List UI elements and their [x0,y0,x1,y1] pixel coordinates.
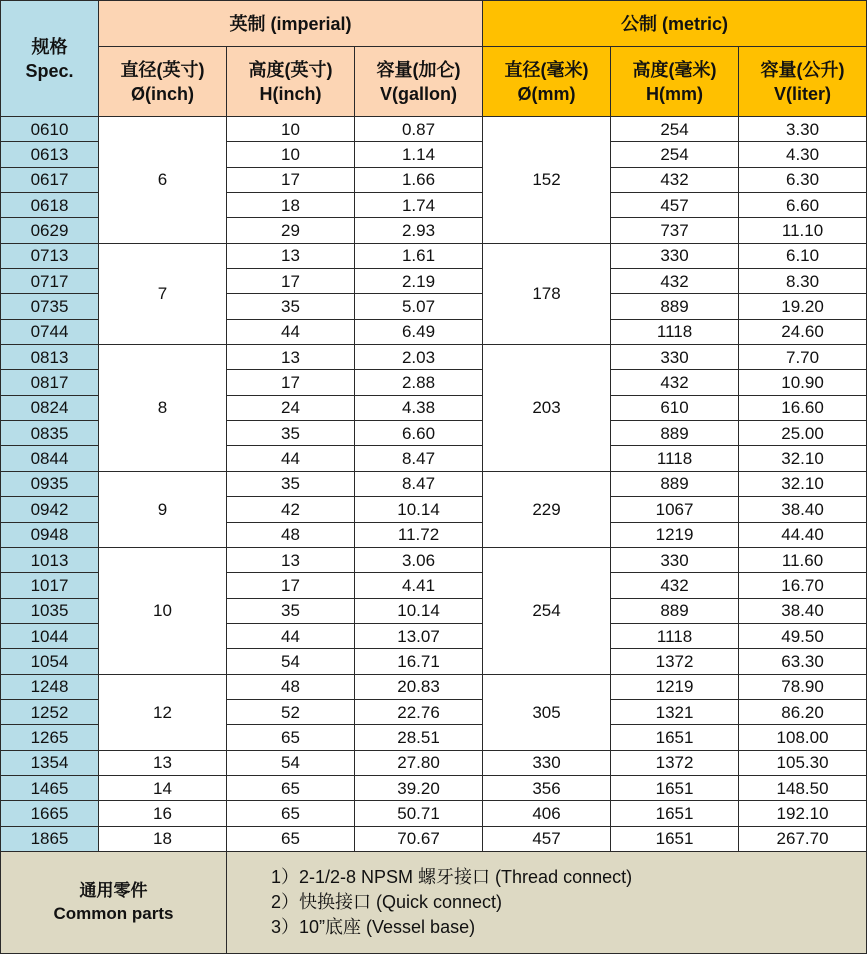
diameter-mm-cell: 152 [483,117,611,244]
table-row [1,471,867,496]
spec-cell: 0817 [1,370,99,395]
spec-cell: 1248 [1,674,99,699]
diameter-inch-cell: 7 [99,243,227,344]
volume-gallon-cell: 5.07 [355,294,483,319]
height-mm-cell: 432 [611,269,739,294]
imperial-height-header-zh: 高度(英寸) [248,59,333,80]
volume-liter-cell: 267.70 [739,826,867,851]
metric-header: 公制 (metric) [483,1,867,47]
volume-liter-cell: 24.60 [739,319,867,344]
height-mm-cell: 1118 [611,623,739,648]
height-inch-cell: 44 [227,623,355,648]
imperial-height-header [227,47,355,117]
volume-liter-cell: 32.10 [739,471,867,496]
table-row [1,547,867,572]
height-mm-cell: 1372 [611,750,739,775]
imperial-volume-header-en: V(gallon) [380,83,458,104]
height-mm-cell: 889 [611,471,739,496]
diameter-inch-cell: 8 [99,345,227,472]
height-mm-cell: 1651 [611,826,739,851]
diameter-inch-cell: 6 [99,117,227,244]
height-inch-cell: 48 [227,674,355,699]
volume-liter-cell: 11.10 [739,218,867,243]
volume-liter-cell: 86.20 [739,699,867,724]
height-mm-cell: 330 [611,547,739,572]
spec-cell: 0735 [1,294,99,319]
volume-gallon-cell: 2.93 [355,218,483,243]
table-row [1,801,867,826]
spec-cell: 0618 [1,193,99,218]
height-mm-cell: 1067 [611,497,739,522]
diameter-mm-cell: 229 [483,471,611,547]
volume-liter-cell: 3.30 [739,117,867,142]
table-row [1,750,867,775]
common-part-item: 3）10”底座 (Vessel base) [271,916,476,937]
spec-cell: 0629 [1,218,99,243]
volume-gallon-cell: 8.47 [355,471,483,496]
metric-height-header-en: H(mm) [646,83,704,104]
height-mm-cell: 889 [611,598,739,623]
height-inch-cell: 44 [227,319,355,344]
height-mm-cell: 1372 [611,649,739,674]
metric-diameter-header-en: Ø(mm) [517,83,576,104]
common-part-item: 1）2-1/2-8 NPSM 螺牙接口 (Thread connect) [271,866,633,887]
height-mm-cell: 432 [611,573,739,598]
imperial-header: 英制 (imperial) [99,1,483,47]
imperial-diameter-header-zh: 直径(英寸) [120,59,205,80]
table-row [1,674,867,699]
diameter-mm-cell: 203 [483,345,611,472]
height-inch-cell: 24 [227,395,355,420]
spec-cell: 1044 [1,623,99,648]
volume-liter-cell: 16.60 [739,395,867,420]
volume-liter-cell: 6.30 [739,167,867,192]
height-mm-cell: 610 [611,395,739,420]
metric-volume-header [739,47,867,117]
height-inch-cell: 44 [227,446,355,471]
volume-liter-cell: 8.30 [739,269,867,294]
diameter-inch-cell: 12 [99,674,227,750]
volume-gallon-cell: 70.67 [355,826,483,851]
height-inch-cell: 65 [227,775,355,800]
volume-gallon-cell: 50.71 [355,801,483,826]
spec-cell: 0844 [1,446,99,471]
height-inch-cell: 35 [227,471,355,496]
spec-cell: 0813 [1,345,99,370]
volume-liter-cell: 192.10 [739,801,867,826]
spec-cell: 0935 [1,471,99,496]
volume-gallon-cell: 13.07 [355,623,483,648]
height-inch-cell: 65 [227,826,355,851]
diameter-mm-cell: 457 [483,826,611,851]
metric-diameter-header-zh: 直径(毫米) [504,59,589,80]
height-mm-cell: 254 [611,142,739,167]
volume-liter-cell: 16.70 [739,573,867,598]
height-mm-cell: 330 [611,345,739,370]
volume-gallon-cell: 4.41 [355,573,483,598]
volume-liter-cell: 7.70 [739,345,867,370]
height-inch-cell: 17 [227,370,355,395]
spec-cell: 0744 [1,319,99,344]
imperial-volume-header [355,47,483,117]
common-parts-list [227,851,867,953]
height-mm-cell: 1219 [611,674,739,699]
spec-cell: 1013 [1,547,99,572]
spec-cell: 1354 [1,750,99,775]
diameter-inch-cell: 14 [99,775,227,800]
volume-liter-cell: 6.10 [739,243,867,268]
height-mm-cell: 1321 [611,699,739,724]
spec-cell: 1035 [1,598,99,623]
height-inch-cell: 17 [227,167,355,192]
diameter-mm-cell: 305 [483,674,611,750]
spec-cell: 1465 [1,775,99,800]
height-inch-cell: 17 [227,269,355,294]
volume-liter-cell: 38.40 [739,497,867,522]
diameter-inch-cell: 16 [99,801,227,826]
spec-cell: 0617 [1,167,99,192]
volume-gallon-cell: 3.06 [355,547,483,572]
spec-cell: 0824 [1,395,99,420]
common-parts-label-zh: 通用零件 [79,881,148,901]
volume-gallon-cell: 27.80 [355,750,483,775]
volume-gallon-cell: 10.14 [355,598,483,623]
spec-cell: 1665 [1,801,99,826]
spec-cell: 0835 [1,421,99,446]
volume-liter-cell: 108.00 [739,725,867,750]
table-row [1,117,867,142]
height-mm-cell: 737 [611,218,739,243]
table-row [1,243,867,268]
height-mm-cell: 330 [611,243,739,268]
volume-gallon-cell: 2.03 [355,345,483,370]
volume-gallon-cell: 20.83 [355,674,483,699]
metric-volume-header-zh: 容量(公升) [760,59,845,80]
volume-gallon-cell: 10.14 [355,497,483,522]
spec-cell: 1265 [1,725,99,750]
diameter-inch-cell: 9 [99,471,227,547]
height-inch-cell: 10 [227,117,355,142]
height-mm-cell: 1651 [611,801,739,826]
spec-cell: 0613 [1,142,99,167]
spec-cell: 0942 [1,497,99,522]
common-parts-label-en: Common parts [53,904,174,924]
diameter-mm-cell: 254 [483,547,611,674]
table-row [1,826,867,851]
height-inch-cell: 65 [227,801,355,826]
volume-gallon-cell: 2.19 [355,269,483,294]
volume-gallon-cell: 22.76 [355,699,483,724]
spec-header [1,1,99,117]
imperial-height-header-en: H(inch) [259,83,322,104]
imperial-volume-header-zh: 容量(加仑) [376,59,461,80]
volume-gallon-cell: 6.60 [355,421,483,446]
volume-gallon-cell: 8.47 [355,446,483,471]
spec-cell: 0948 [1,522,99,547]
height-inch-cell: 10 [227,142,355,167]
common-parts-label [1,851,227,953]
volume-gallon-cell: 6.49 [355,319,483,344]
height-inch-cell: 35 [227,421,355,446]
height-inch-cell: 65 [227,725,355,750]
metric-height-header-zh: 高度(毫米) [632,59,717,80]
volume-liter-cell: 11.60 [739,547,867,572]
volume-gallon-cell: 16.71 [355,649,483,674]
height-mm-cell: 1118 [611,319,739,344]
volume-liter-cell: 10.90 [739,370,867,395]
common-part-item: 2）快换接口 (Quick connect) [271,891,503,912]
imperial-diameter-header-en: Ø(inch) [131,83,194,104]
spec-header-zh: 规格 [31,36,68,57]
diameter-inch-cell: 10 [99,547,227,674]
height-inch-cell: 35 [227,294,355,319]
spec-cell: 1017 [1,573,99,598]
height-inch-cell: 52 [227,699,355,724]
height-mm-cell: 432 [611,167,739,192]
spec-cell: 0717 [1,269,99,294]
metric-diameter-header [483,47,611,117]
volume-gallon-cell: 11.72 [355,522,483,547]
imperial-diameter-header [99,47,227,117]
volume-liter-cell: 32.10 [739,446,867,471]
diameter-mm-cell: 178 [483,243,611,344]
diameter-mm-cell: 330 [483,750,611,775]
height-mm-cell: 1219 [611,522,739,547]
diameter-inch-cell: 18 [99,826,227,851]
volume-gallon-cell: 1.14 [355,142,483,167]
volume-gallon-cell: 0.87 [355,117,483,142]
volume-gallon-cell: 2.88 [355,370,483,395]
height-inch-cell: 13 [227,547,355,572]
height-inch-cell: 17 [227,573,355,598]
spec-cell: 1252 [1,699,99,724]
height-mm-cell: 889 [611,421,739,446]
volume-gallon-cell: 39.20 [355,775,483,800]
volume-gallon-cell: 1.74 [355,193,483,218]
diameter-inch-cell: 13 [99,750,227,775]
volume-liter-cell: 78.90 [739,674,867,699]
diameter-mm-cell: 356 [483,775,611,800]
volume-liter-cell: 44.40 [739,522,867,547]
height-mm-cell: 889 [611,294,739,319]
volume-liter-cell: 25.00 [739,421,867,446]
height-inch-cell: 13 [227,345,355,370]
height-mm-cell: 1118 [611,446,739,471]
height-inch-cell: 13 [227,243,355,268]
height-mm-cell: 1651 [611,725,739,750]
table-row [1,775,867,800]
height-inch-cell: 29 [227,218,355,243]
volume-liter-cell: 19.20 [739,294,867,319]
volume-liter-cell: 6.60 [739,193,867,218]
volume-liter-cell: 4.30 [739,142,867,167]
volume-gallon-cell: 4.38 [355,395,483,420]
height-mm-cell: 432 [611,370,739,395]
height-inch-cell: 48 [227,522,355,547]
volume-liter-cell: 63.30 [739,649,867,674]
volume-gallon-cell: 1.66 [355,167,483,192]
volume-gallon-cell: 28.51 [355,725,483,750]
volume-liter-cell: 148.50 [739,775,867,800]
volume-liter-cell: 105.30 [739,750,867,775]
table-row [1,345,867,370]
metric-volume-header-en: V(liter) [774,83,832,104]
spec-cell: 1054 [1,649,99,674]
spec-cell: 1865 [1,826,99,851]
spec-header-en: Spec. [25,60,74,81]
diameter-mm-cell: 406 [483,801,611,826]
height-mm-cell: 254 [611,117,739,142]
metric-height-header [611,47,739,117]
volume-liter-cell: 38.40 [739,598,867,623]
height-inch-cell: 35 [227,598,355,623]
height-inch-cell: 54 [227,649,355,674]
height-inch-cell: 18 [227,193,355,218]
spec-cell: 0713 [1,243,99,268]
height-mm-cell: 1651 [611,775,739,800]
volume-liter-cell: 49.50 [739,623,867,648]
spec-cell: 0610 [1,117,99,142]
volume-gallon-cell: 1.61 [355,243,483,268]
height-inch-cell: 42 [227,497,355,522]
height-mm-cell: 457 [611,193,739,218]
height-inch-cell: 54 [227,750,355,775]
